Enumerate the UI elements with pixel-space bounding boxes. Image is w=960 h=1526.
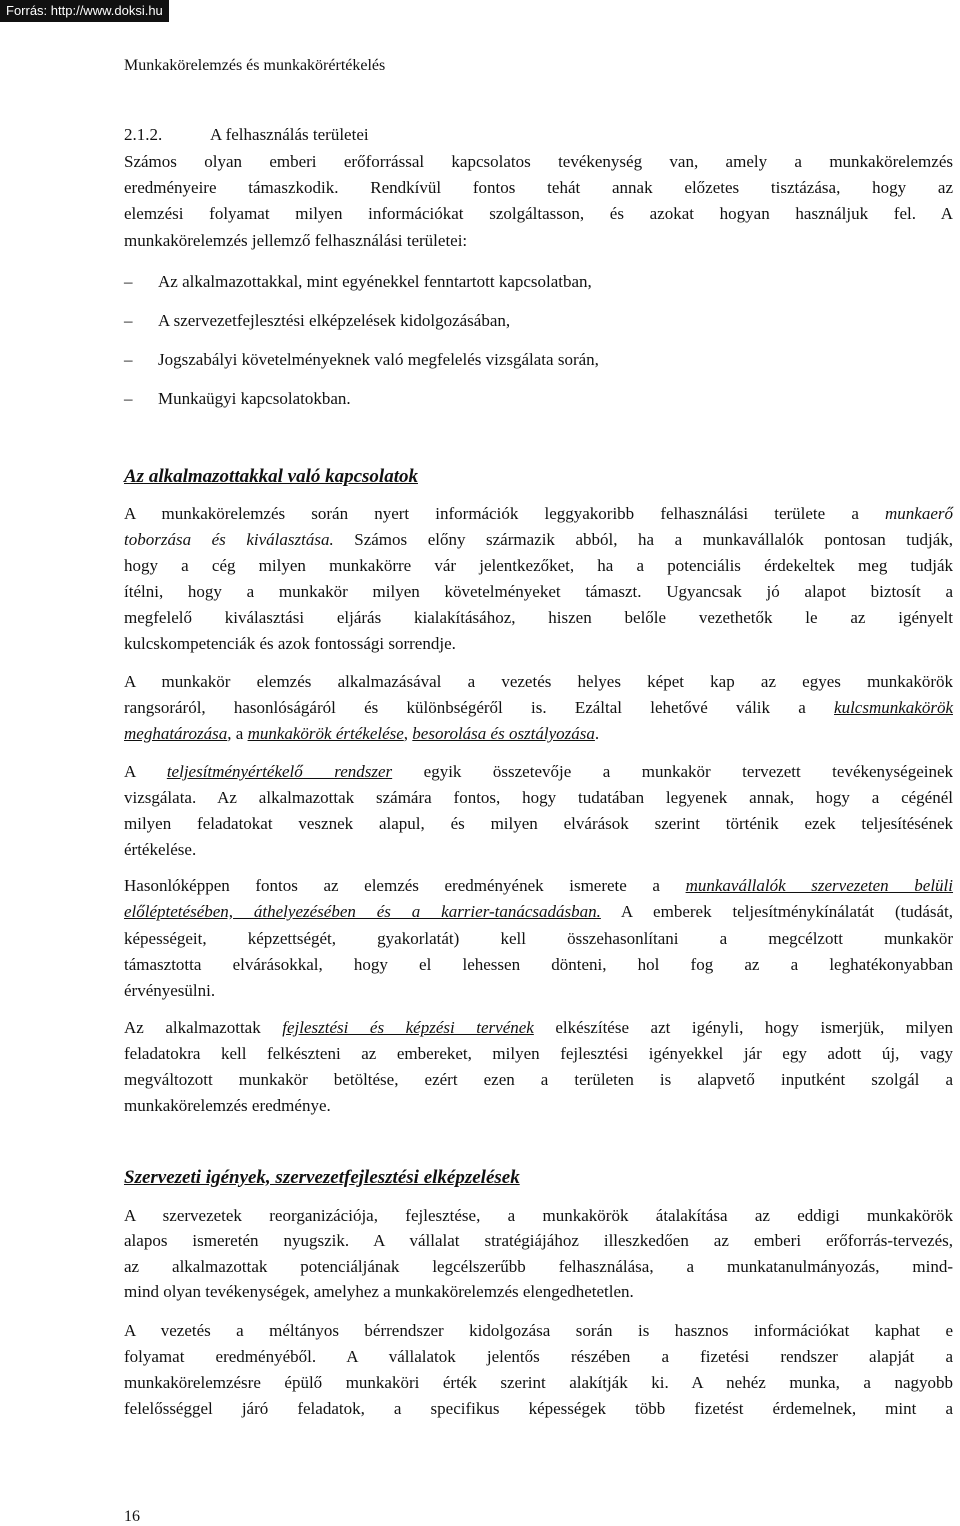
paragraph-line: A teljesítményértékelő rendszer egyik összetevője a munkakör tervezett tevékenységeinek xyxy=(124,762,954,781)
page-number: 16 xyxy=(124,1508,140,1525)
list-item-text: A szervezetfejlesztési elképzelések kidolgozásában, xyxy=(158,311,511,330)
intro-line: elemzési folyamat milyen információkat szolgáltasson, és azokat hogyan használjuk fel. A xyxy=(124,204,953,223)
intro-line: eredményeire támaszkodik. Rendkívül fontos tehát annak előzetes tisztázása, hogy az xyxy=(124,178,953,197)
list-item-text: Az alkalmazottakkal, mint egyénekkel fenntartott kapcsolatban, xyxy=(158,272,592,291)
intro-line: Számos olyan emberi erőforrással kapcsolatos tevékenység van, amely a munkakörelemzés xyxy=(124,152,953,171)
source-banner: Forrás: http://www.doksi.hu xyxy=(0,0,169,22)
paragraph-line: munkakörelemzésre épülő munkaköri érték szerint alakítják ki. A nehéz munka, a nagyobb xyxy=(124,1373,953,1392)
paragraph-line: képességeit, képzettségét, gyakorlatát) kell összehasonlítani a megcélzott munkakör xyxy=(124,929,953,948)
list-item-text: Munkaügyi kapcsolatokban. xyxy=(158,389,351,408)
paragraph-line: munkakörelemzés eredménye. xyxy=(124,1096,331,1115)
section-heading xyxy=(124,124,369,146)
paragraph-line: milyen feladatokat vesznek alapul, és milyen elvárások szerint történik ezek teljesítésének xyxy=(124,814,953,833)
intro-line: munkakörelemzés jellemző felhasználási területei: xyxy=(124,231,468,250)
list-item-text: Jogszabályi követelményeknek való megfelelés vizsgálata során, xyxy=(158,350,599,369)
paragraph-line: érvényesülni. xyxy=(124,981,216,1000)
paragraph-line: mind olyan tevékenységek, amelyhez a munkakörelemzés elengedhetetlen. xyxy=(124,1282,634,1301)
paragraph-line: Az alkalmazottak fejlesztési és képzési tervének elkészítése azt igényli, hogy ismerjük, milyen xyxy=(124,1018,953,1037)
paragraph-line: A vezetés a méltányos bérrendszer kidolgozása során is hasznos információkat kaphat e xyxy=(124,1321,953,1340)
paragraph-line: megfelelő kiválasztási eljárás kialakításához, hiszen belőle vezethetők le az igényelt xyxy=(124,608,953,627)
paragraph-line: rangsoráról, hasonlóságáról és különbségéről is. Ezáltal lehetővé válik a kulcsmunkakörök xyxy=(124,698,953,717)
paragraph-line: vizsgálata. Az alkalmazottak számára fontos, hogy tudatában legyenek annak, hogy a cégénél xyxy=(124,788,953,807)
paragraph-line: meghatározása, a munkakörök értékelése, besorolása és osztályozása. xyxy=(124,724,600,743)
paragraph-line: felelősséggel járó feladatok, a specifikus képességek több fizetést érdemelnek, mint a xyxy=(124,1399,953,1418)
paragraph-line: toborzása és kiválasztása. Számos előny származik abból, ha a munkavállalók pontosan tudják, xyxy=(124,530,953,549)
running-header: Munkakörelemzés és munkakörértékelés xyxy=(124,57,386,74)
paragraph-line: az alkalmazottak potenciáljának legcélszerűbb felhasználása, a munkatanulmányozás, mind- xyxy=(124,1257,953,1276)
paragraph-line: megváltozott munkakör betöltése, ezért ezen a területen is alapvető inputként szolgál a xyxy=(124,1070,953,1089)
paragraph-line: Hasonlóképpen fontos az elemzés eredményének ismerete a munkavállalók szervezeten belüli xyxy=(124,876,954,895)
paragraph-line: hogy a cég milyen munkakörre vár jelentkezőket, ha a potenciális érdekeltek meg tudják xyxy=(124,556,953,575)
section-title: A felhasználás területei xyxy=(210,125,369,144)
dash-bullet-icon: – xyxy=(124,272,133,291)
paragraph-line: A szervezetek reorganizációja, fejlesztése, a munkakörök átalakítása az eddigi munkakörök xyxy=(124,1206,953,1225)
section-number: 2.1.2. xyxy=(124,125,163,144)
dash-bullet-icon: – xyxy=(124,311,133,330)
paragraph-line: feladatokra kell felkészteni az embereket, milyen fejlesztési igényekkel jár egy adott új, vagy xyxy=(124,1044,953,1063)
subheading-organizational-needs: Szervezeti igények, szervezetfejlesztési elképzelések xyxy=(124,1167,520,1188)
subheading-employee-relations: Az alkalmazottakkal való kapcsolatok xyxy=(124,466,418,487)
paragraph-line: A munkakör elemzés alkalmazásával a vezetés helyes képet kap az egyes munkakörök xyxy=(124,672,953,691)
paragraph-line: értékelése. xyxy=(124,840,197,859)
paragraph-line: előléptetésében, áthelyezésében és a karrier-tanácsadásban. A emberek teljesítménykínálatát (tudását, xyxy=(124,902,954,921)
paragraph-line: alapos ismeretén nyugszik. A vállalat stratégiájához illeszkedően az emberi erőforrás-tervezés, xyxy=(124,1231,953,1250)
paragraph-line: támasztotta elvárásokkal, hogy el lehessen dönteni, hol fog az a leghatékonyabban xyxy=(124,955,953,974)
paragraph-line: A munkakörelemzés során nyert információk leggyakoribb felhasználási területe a munkaerő xyxy=(124,504,953,523)
dash-bullet-icon: – xyxy=(124,350,133,369)
paragraph-line: kulcskompetenciák és azok fontossági sorrendje. xyxy=(124,634,456,653)
paragraph-line: folyamat eredményéből. A vállalatok jelentős részében a fizetési rendszer alapját a xyxy=(124,1347,953,1366)
dash-bullet-icon: – xyxy=(124,389,133,408)
paragraph-line: ítélni, hogy a munkakör milyen követelményeket támaszt. Ugyancsak jó alapot biztosít a xyxy=(124,582,953,601)
